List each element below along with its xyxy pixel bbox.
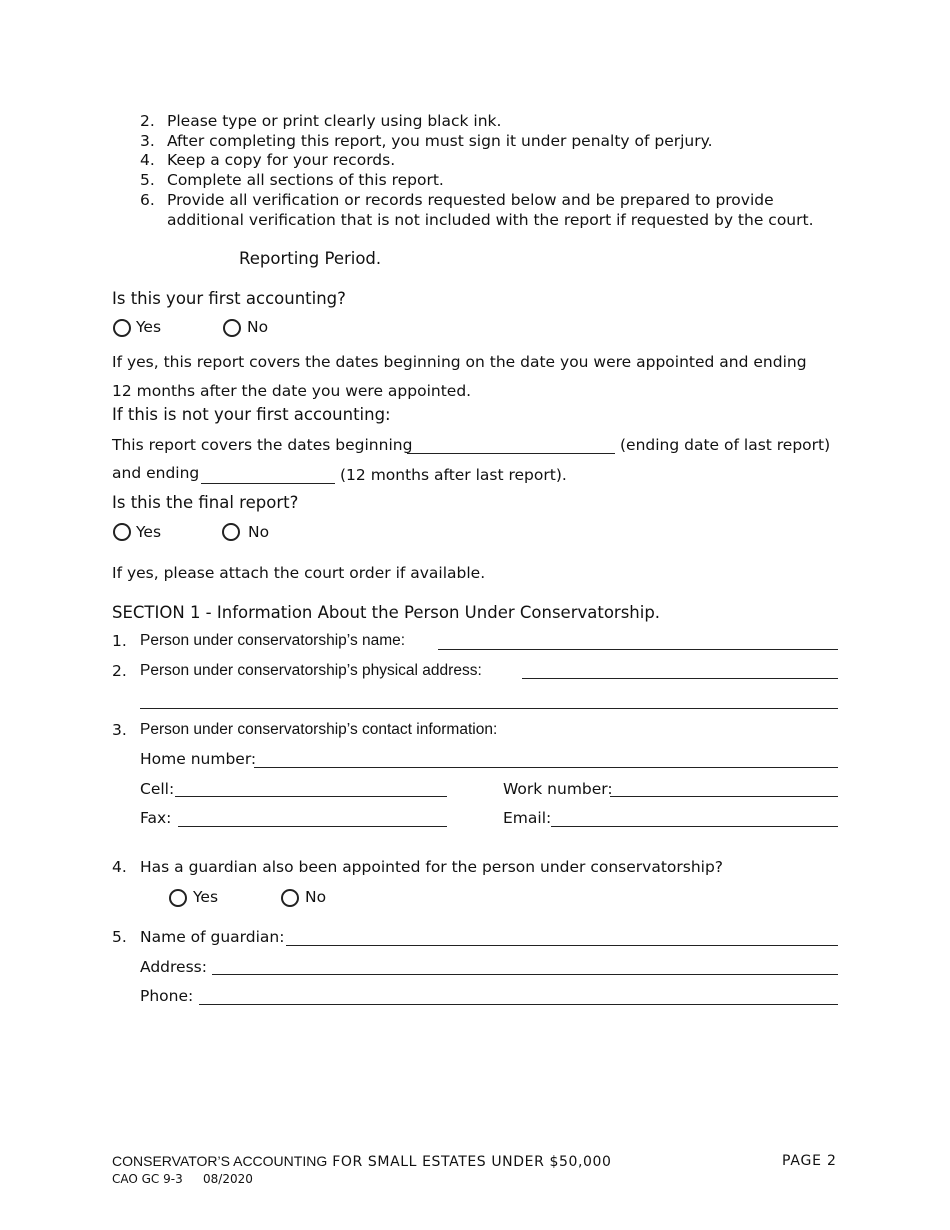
ending-date-field[interactable] — [201, 483, 335, 484]
reporting-period-heading: Reporting Period. — [239, 249, 382, 268]
list-number: 5. — [140, 171, 155, 189]
footer-title-part1: CONSERVATOR’S ACCOUNTING — [112, 1153, 328, 1169]
list-number: 2. — [112, 662, 127, 680]
list-number: 6. — [140, 191, 155, 209]
list-number: 3. — [140, 132, 155, 150]
twelve-months-note: (12 months after last report). — [340, 466, 567, 484]
instruction-item: Complete all sections of this report. — [167, 171, 444, 189]
final-report-yes-label: Yes — [136, 523, 162, 541]
beginning-date-field[interactable] — [407, 453, 615, 454]
guardian-address-label: Address: — [140, 958, 207, 976]
list-number: 2. — [140, 112, 155, 130]
instruction-item: Provide all verification or records requested below and be prepared to provide additional verification that is not included with the report if requested by the court. — [167, 191, 814, 229]
guardian-no-radio[interactable] — [281, 889, 299, 907]
email-field[interactable] — [551, 826, 838, 827]
final-report-yes-radio[interactable] — [113, 523, 131, 541]
ending-last-report-note: (ending date of last report) — [620, 436, 831, 454]
home-number-field[interactable] — [254, 767, 838, 768]
covers-beginning-label: This report covers the dates beginning — [112, 436, 413, 454]
guardian-address-field[interactable] — [212, 974, 838, 975]
first-accounting-question: Is this your first accounting? — [112, 289, 346, 308]
guardian-yes-label: Yes — [193, 888, 219, 906]
guardian-no-label: No — [305, 888, 327, 906]
fax-field[interactable] — [178, 826, 447, 827]
person-name-label: Person under conservatorship’s name: — [140, 632, 406, 649]
and-ending-label: and ending — [112, 464, 200, 482]
physical-address-field[interactable] — [522, 678, 838, 679]
email-label: Email: — [503, 809, 552, 827]
guardian-question: Has a guardian also been appointed for the person under conservatorship? — [140, 858, 724, 876]
person-name-field[interactable] — [438, 649, 838, 650]
first-accounting-no-label: No — [247, 318, 269, 336]
instruction-item: After completing this report, you must sign it under penalty of perjury. — [167, 132, 713, 150]
guardian-phone-field[interactable] — [199, 1004, 838, 1005]
physical-address-field-line2[interactable] — [140, 708, 838, 709]
list-number: 4. — [112, 858, 127, 876]
fax-label: Fax: — [140, 809, 172, 827]
work-number-label: Work number: — [503, 780, 613, 798]
work-number-field[interactable] — [610, 796, 838, 797]
guardian-yes-radio[interactable] — [169, 889, 187, 907]
instruction-item: Keep a copy for your records. — [167, 151, 396, 169]
home-number-label: Home number: — [140, 750, 257, 768]
footer-title-part2: FOR SMALL ESTATES UNDER $50,000 — [327, 1154, 612, 1170]
footer-title — [112, 1153, 612, 1170]
physical-address-label: Person under conservatorship’s physical address: — [140, 662, 482, 679]
cell-label: Cell: — [140, 780, 175, 798]
page-number: PAGE 2 — [782, 1153, 837, 1169]
contact-info-label: Person under conservatorship’s contact information: — [140, 721, 498, 738]
final-report-note: If yes, please attach the court order if available. — [112, 564, 486, 582]
list-number: 5. — [112, 928, 127, 946]
list-number: 3. — [112, 721, 127, 739]
first-accounting-no-radio[interactable] — [223, 319, 241, 337]
first-accounting-yes-label: Yes — [136, 318, 162, 336]
final-report-no-label: No — [248, 523, 270, 541]
cell-field[interactable] — [175, 796, 447, 797]
guardian-phone-label: Phone: — [140, 987, 194, 1005]
form-date: 08/2020 — [203, 1172, 253, 1186]
guardian-name-field[interactable] — [286, 945, 838, 946]
first-accounting-yes-radio[interactable] — [113, 319, 131, 337]
form-code: CAO GC 9-3 — [112, 1172, 183, 1186]
final-report-question: Is this the final report? — [112, 493, 299, 512]
guardian-name-label: Name of guardian: — [140, 928, 285, 946]
list-number: 1. — [112, 632, 127, 650]
final-report-no-radio[interactable] — [222, 523, 240, 541]
list-number: 4. — [140, 151, 155, 169]
first-accounting-note: If yes, this report covers the dates beginning on the date you were appointed and ending 12 months after the date you were appointed. — [112, 353, 807, 400]
instruction-item: Please type or print clearly using black ink. — [167, 112, 502, 130]
not-first-heading: If this is not your first accounting: — [112, 405, 391, 424]
section1-heading: SECTION 1 - Information About the Person Under Conservatorship. — [112, 603, 661, 622]
